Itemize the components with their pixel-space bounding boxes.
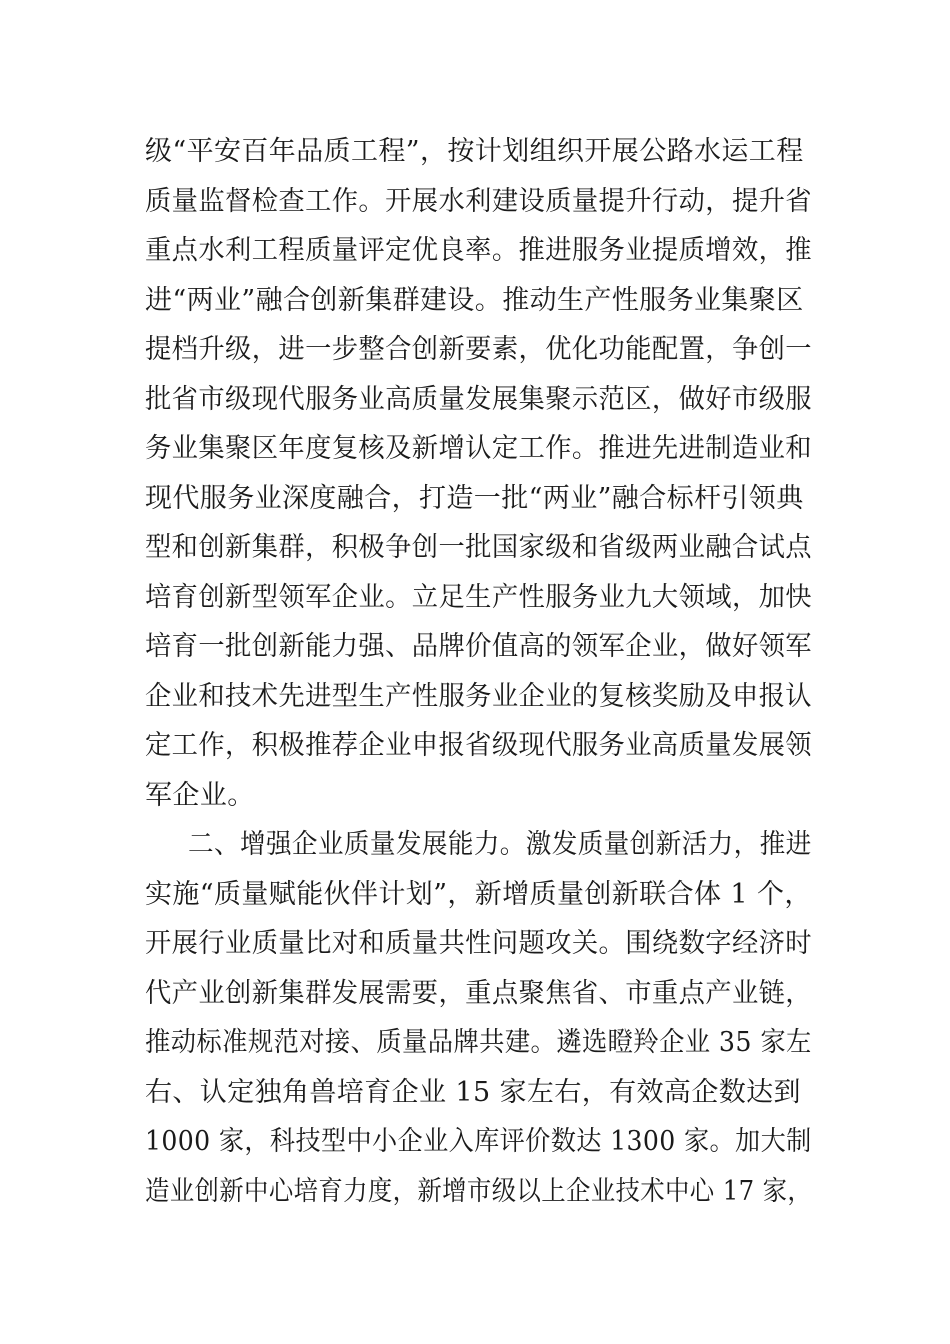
text-line-8: 现代服务业深度融合，打造一批“两业”融合标杆引领典	[145, 483, 804, 514]
text-line-7: 务业集聚区年度复核及新增认定工作。推进先进制造业和	[145, 433, 812, 464]
text-line-1: 级“平安百年品质工程”，按计划组织开展公路水运工程	[145, 136, 804, 167]
paragraph-2-first-line: 二、增强企业质量发展能力。激发质量创新活力，推进	[188, 829, 812, 860]
text-line-22: 造业创新中心培育力度，新增市级以上企业技术中心 17 家，	[145, 1176, 813, 1207]
text-line-3: 重点水利工程质量评定优良率。推进服务业提质增效，推	[145, 235, 812, 266]
text-line-21: 1000 家，科技型中小企业入库评价数达 1300 家。加大制	[145, 1126, 812, 1157]
text-line-2: 质量监督检查工作。开展水利建设质量提升行动，提升省	[145, 186, 812, 217]
text-line-17: 开展行业质量比对和质量共性问题攻关。围绕数字经济时	[145, 928, 812, 959]
text-line-20: 右、认定独角兽培育企业 15 家左右，有效高企数达到	[145, 1077, 801, 1108]
text-line-10: 培育创新型领军企业。立足生产性服务业九大领域，加快	[145, 582, 812, 613]
text-line-18: 代产业创新集群发展需要，重点聚焦省、市重点产业链，	[145, 978, 812, 1009]
text-line-14: 军企业。	[145, 780, 255, 811]
text-line-5: 提档升级，进一步整合创新要素，优化功能配置，争创一	[145, 334, 812, 365]
text-line-9: 型和创新集群，积极争创一批国家级和省级两业融合试点	[145, 532, 812, 563]
text-line-12: 企业和技术先进型生产性服务业企业的复核奖励及申报认	[145, 681, 812, 712]
text-line-6: 批省市级现代服务业高质量发展集聚示范区，做好市级服	[145, 384, 812, 415]
text-line-11: 培育一批创新能力强、品牌价值高的领军企业，做好领军	[145, 631, 812, 662]
text-line-4: 进“两业”融合创新集群建设。推动生产性服务业集聚区	[145, 285, 804, 316]
text-line-16: 实施“质量赋能伙伴计划”，新增质量创新联合体 1 个，	[145, 879, 812, 910]
text-line-13: 定工作，积极推荐企业申报省级现代服务业高质量发展领	[145, 730, 812, 761]
text-line-19: 推动标准规范对接、质量品牌共建。遴选瞪羚企业 35 家左	[145, 1027, 812, 1058]
